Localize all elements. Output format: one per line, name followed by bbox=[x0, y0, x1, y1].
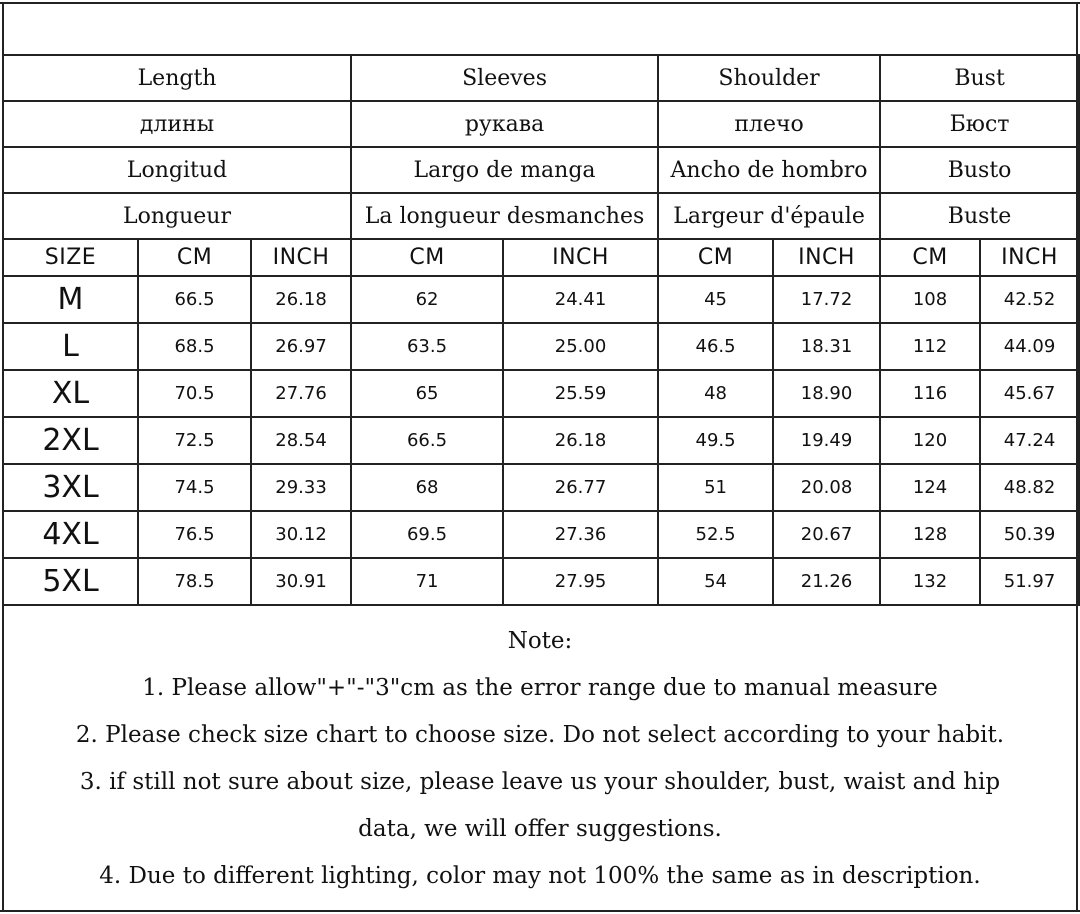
bust-cm-cell: 108 bbox=[880, 276, 980, 323]
header-bust-es: Busto bbox=[880, 147, 1079, 193]
shoulder-cm-cell: 54 bbox=[658, 558, 773, 605]
sleeve-inch-cell: 26.77 bbox=[503, 464, 658, 511]
sleeve-inch-header: INCH bbox=[503, 239, 658, 276]
header-row-ru bbox=[3, 101, 1079, 147]
header-row-fr bbox=[3, 193, 1079, 239]
size-cell: 3XL bbox=[3, 464, 138, 511]
table-row bbox=[3, 276, 1079, 323]
bust-cm-header: CM bbox=[880, 239, 980, 276]
shoulder-inch-cell: 21.26 bbox=[773, 558, 880, 605]
length-inch-cell: 26.97 bbox=[251, 323, 351, 370]
sleeve-inch-cell: 27.95 bbox=[503, 558, 658, 605]
bust-inch-cell: 45.67 bbox=[980, 370, 1079, 417]
length-cm-header: CM bbox=[138, 239, 251, 276]
table-row bbox=[3, 558, 1079, 605]
sleeve-cm-cell: 63.5 bbox=[351, 323, 503, 370]
size-table bbox=[2, 54, 1080, 606]
notes-section bbox=[4, 618, 1076, 900]
size-column-header: SIZE bbox=[3, 239, 138, 276]
header-sleeves-es: Largo de manga bbox=[351, 147, 658, 193]
table-row bbox=[3, 370, 1079, 417]
shoulder-cm-cell: 45 bbox=[658, 276, 773, 323]
header-shoulder-ru: плечо bbox=[658, 101, 880, 147]
sleeve-cm-cell: 68 bbox=[351, 464, 503, 511]
shoulder-inch-cell: 19.49 bbox=[773, 417, 880, 464]
shoulder-inch-cell: 18.90 bbox=[773, 370, 880, 417]
shoulder-cm-header: CM bbox=[658, 239, 773, 276]
length-inch-cell: 26.18 bbox=[251, 276, 351, 323]
length-inch-cell: 30.12 bbox=[251, 511, 351, 558]
header-row-en bbox=[3, 55, 1079, 101]
bust-cm-cell: 116 bbox=[880, 370, 980, 417]
size-cell: XL bbox=[3, 370, 138, 417]
table-row bbox=[3, 323, 1079, 370]
length-cm-cell: 78.5 bbox=[138, 558, 251, 605]
header-shoulder-en: Shoulder bbox=[658, 55, 880, 101]
length-inch-cell: 27.76 bbox=[251, 370, 351, 417]
size-cell: L bbox=[3, 323, 138, 370]
sleeve-cm-header: CM bbox=[351, 239, 503, 276]
shoulder-inch-header: INCH bbox=[773, 239, 880, 276]
sleeve-cm-cell: 66.5 bbox=[351, 417, 503, 464]
length-inch-header: INCH bbox=[251, 239, 351, 276]
sleeve-cm-cell: 62 bbox=[351, 276, 503, 323]
shoulder-inch-cell: 18.31 bbox=[773, 323, 880, 370]
bust-cm-cell: 124 bbox=[880, 464, 980, 511]
sleeve-cm-cell: 71 bbox=[351, 558, 503, 605]
sleeve-inch-cell: 27.36 bbox=[503, 511, 658, 558]
note-line-2: 2. Please check size chart to choose size. Do not select according to your habit. bbox=[75, 722, 1005, 748]
length-cm-cell: 66.5 bbox=[138, 276, 251, 323]
header-shoulder-es: Ancho de hombro bbox=[658, 147, 880, 193]
size-cell: 4XL bbox=[3, 511, 138, 558]
unit-row bbox=[3, 239, 1079, 276]
bust-cm-cell: 128 bbox=[880, 511, 980, 558]
header-length-ru: длины bbox=[3, 101, 351, 147]
header-shoulder-fr: Largeur d'épaule bbox=[658, 193, 880, 239]
length-inch-cell: 28.54 bbox=[251, 417, 351, 464]
bust-inch-cell: 51.97 bbox=[980, 558, 1079, 605]
sleeve-inch-cell: 24.41 bbox=[503, 276, 658, 323]
bust-inch-cell: 48.82 bbox=[980, 464, 1079, 511]
header-length-en: Length bbox=[3, 55, 351, 101]
bust-inch-header: INCH bbox=[980, 239, 1079, 276]
length-cm-cell: 70.5 bbox=[138, 370, 251, 417]
length-cm-cell: 76.5 bbox=[138, 511, 251, 558]
bust-cm-cell: 112 bbox=[880, 323, 980, 370]
top-border bbox=[0, 2, 1080, 4]
header-length-es: Longitud bbox=[3, 147, 351, 193]
header-row-es bbox=[3, 147, 1079, 193]
note-line-3-continued: data, we will offer suggestions. bbox=[358, 816, 722, 842]
header-bust-fr: Buste bbox=[880, 193, 1079, 239]
size-cell: 2XL bbox=[3, 417, 138, 464]
bust-inch-cell: 44.09 bbox=[980, 323, 1079, 370]
shoulder-cm-cell: 52.5 bbox=[658, 511, 773, 558]
length-cm-cell: 74.5 bbox=[138, 464, 251, 511]
length-inch-cell: 30.91 bbox=[251, 558, 351, 605]
table-row bbox=[3, 417, 1079, 464]
sleeve-cm-cell: 65 bbox=[351, 370, 503, 417]
table-row bbox=[3, 464, 1079, 511]
header-bust-ru: Бюст bbox=[880, 101, 1079, 147]
length-cm-cell: 68.5 bbox=[138, 323, 251, 370]
sleeve-inch-cell: 25.00 bbox=[503, 323, 658, 370]
header-sleeves-fr: La longueur desmanches bbox=[351, 193, 658, 239]
sleeve-cm-cell: 69.5 bbox=[351, 511, 503, 558]
shoulder-cm-cell: 46.5 bbox=[658, 323, 773, 370]
shoulder-cm-cell: 48 bbox=[658, 370, 773, 417]
size-cell: M bbox=[3, 276, 138, 323]
bust-cm-cell: 120 bbox=[880, 417, 980, 464]
shoulder-cm-cell: 51 bbox=[658, 464, 773, 511]
bust-inch-cell: 47.24 bbox=[980, 417, 1079, 464]
notes-title: Note: bbox=[507, 628, 573, 654]
note-line-3: 3. if still not sure about size, please leave us your shoulder, bust, waist and hip bbox=[79, 769, 1001, 795]
bust-inch-cell: 50.39 bbox=[980, 511, 1079, 558]
size-cell: 5XL bbox=[3, 558, 138, 605]
shoulder-inch-cell: 20.67 bbox=[773, 511, 880, 558]
header-sleeves-ru: рукава bbox=[351, 101, 658, 147]
table-row bbox=[3, 511, 1079, 558]
sleeve-inch-cell: 26.18 bbox=[503, 417, 658, 464]
header-bust-en: Bust bbox=[880, 55, 1079, 101]
header-sleeves-en: Sleeves bbox=[351, 55, 658, 101]
bust-cm-cell: 132 bbox=[880, 558, 980, 605]
length-inch-cell: 29.33 bbox=[251, 464, 351, 511]
shoulder-inch-cell: 20.08 bbox=[773, 464, 880, 511]
shoulder-cm-cell: 49.5 bbox=[658, 417, 773, 464]
shoulder-inch-cell: 17.72 bbox=[773, 276, 880, 323]
header-length-fr: Longueur bbox=[3, 193, 351, 239]
bust-inch-cell: 42.52 bbox=[980, 276, 1079, 323]
bottom-border bbox=[0, 910, 1080, 912]
length-cm-cell: 72.5 bbox=[138, 417, 251, 464]
note-line-1: 1. Please allow"+"-"3"cm as the error range due to manual measure bbox=[142, 675, 938, 701]
sleeve-inch-cell: 25.59 bbox=[503, 370, 658, 417]
note-line-4: 4. Due to different lighting, color may not 100% the same as in description. bbox=[99, 863, 981, 889]
